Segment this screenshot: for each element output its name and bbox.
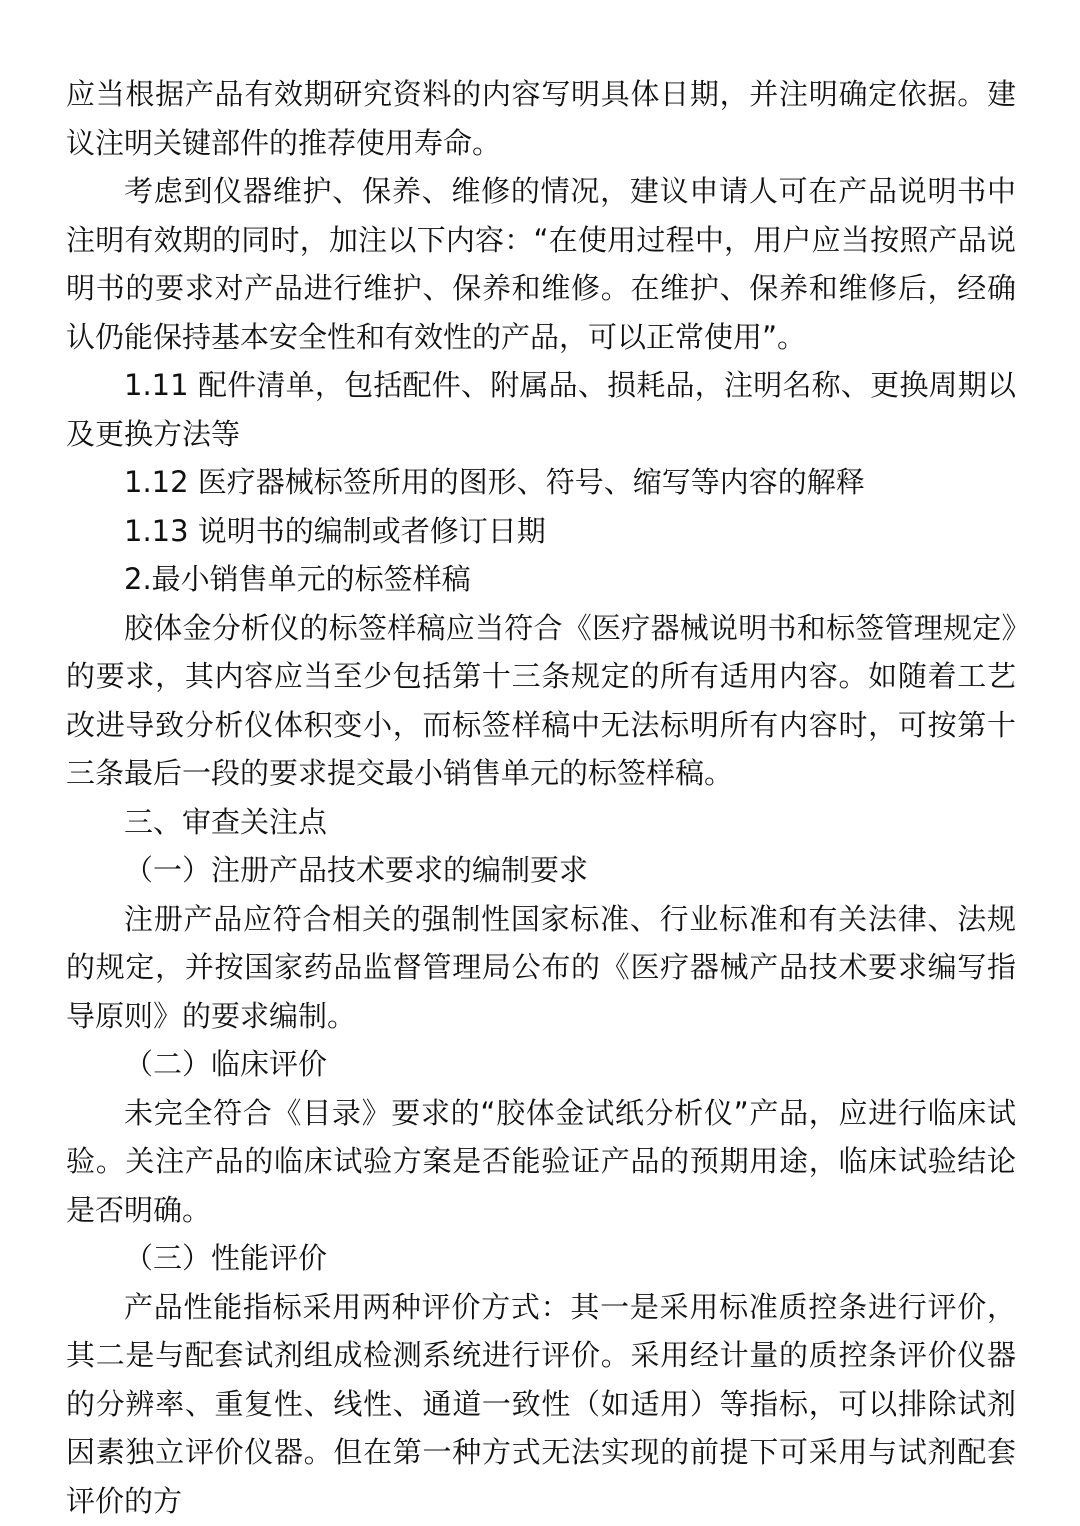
heading-technical-requirements: （一）注册产品技术要求的编制要求 — [124, 853, 589, 887]
paragraph-label-symbols: 1.12 医疗器械标签所用的图形、符号、缩写等内容的解释 — [124, 465, 865, 499]
document-body — [66, 70, 1016, 1525]
paragraph-technical-requirements: 注册产品应符合相关的强制性国家标准、行业标准和有关法律、法规的规定，并按国家药品监督管理局公布的《医疗器械产品技术要求编写指导原则》的要求编制。 — [66, 901, 1016, 1033]
heading-performance-evaluation: （三）性能评价 — [124, 1241, 328, 1275]
paragraph-maintenance-note: 考虑到仪器维护、保养、维修的情况，建议申请人可在产品说明书中注明有效期的同时，加注以下内容：“在使用过程中，用户应当按照产品说明书的要求对产品进行维护、保养和维修。在维护、保养和维修后，经确认仍能保持基本安全性和有效性的产品，可以正常使用”。 — [66, 174, 1016, 354]
paragraph-revision-date: 1.13 说明书的编制或者修订日期 — [124, 513, 546, 548]
heading-label-draft: 2.最小销售单元的标签样稿 — [124, 562, 471, 596]
paragraph-validity-date: 应当根据产品有效期研究资料的内容写明具体日期，并注明确定依据。建议注明关键部件的推荐使用寿命。 — [66, 77, 1016, 160]
paragraph-performance-evaluation: 产品性能指标采用两种评价方式：其一是采用标准质控条进行评价，其二是与配套试剂组成检测系统进行评价。采用经计量的质控条评价仪器的分辨率、重复性、线性、通道一致性（如适用）等指标，可以排除试剂因素独立评价仪器。但在第一种方式无法实现的前提下可采用与试剂配套评价的方 — [66, 1289, 1016, 1518]
paragraph-label-requirements: 胶体金分析仪的标签样稿应当符合《医疗器械说明书和标签管理规定》的要求，其内容应当至少包括第十三条规定的所有适用内容。如随着工艺改进导致分析仪体积变小，而标签样稿中无法标明所有内容时，可按第十三条最后一段的要求提交最小销售单元的标签样稿。 — [66, 610, 1016, 790]
heading-review-points: 三、审查关注点 — [124, 804, 328, 839]
paragraph-accessory-list: 1.11 配件清单，包括配件、附属品、损耗品，注明名称、更换周期以及更换方法等 — [66, 368, 1016, 451]
heading-clinical-evaluation: （二）临床评价 — [124, 1047, 328, 1081]
paragraph-clinical-evaluation: 未完全符合《目录》要求的“胶体金试纸分析仪”产品，应进行临床试验。关注产品的临床试验方案是否能验证产品的预期用途，临床试验结论是否明确。 — [66, 1095, 1016, 1227]
